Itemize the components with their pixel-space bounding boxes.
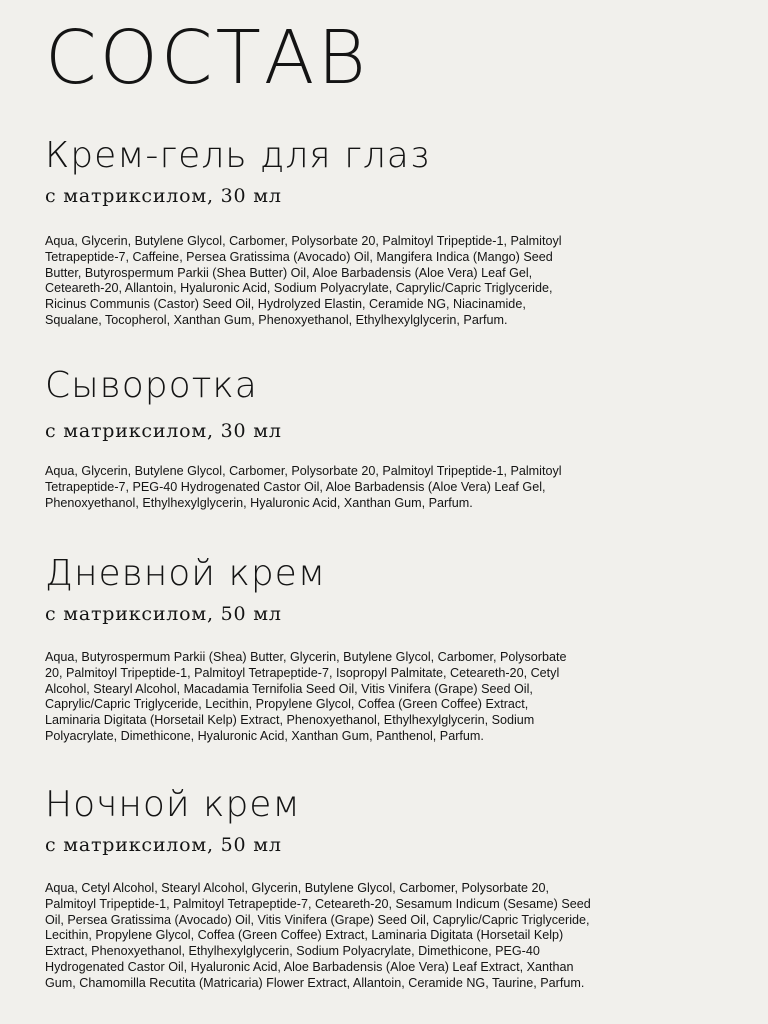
ingredients-line: Laminaria Digitata (Horsetail Kelp) Extract, Phenoxyethanol, Ethylhexylglycerin, Sodium — [45, 713, 535, 728]
ingredients-line: Ceteareth-20, Allantoin, Hyaluronic Acid, Sodium Polyacrylate, Caprylic/Capric Triglyceride, — [45, 281, 553, 296]
product-section-eye-cream-gel — [45, 134, 745, 329]
product-subtitle: с матриксилом, 30 мл — [45, 185, 282, 207]
ingredients-line: Tetrapeptide-7, Caffeine, Persea Gratissima (Avocado) Oil, Mangifera Indica (Mango) Seed — [45, 249, 553, 264]
page-title: СОСТАВ — [45, 15, 369, 101]
ingredients-line: Extract, Phenoxyethanol, Ethylhexylglycerin, Sodium Polyacrylate, Dimethicone, PEG-40 — [45, 944, 540, 959]
ingredients-line: Tetrapeptide-7, PEG-40 Hydrogenated Castor Oil, Aloe Barbadensis (Aloe Vera) Leaf Gel, — [45, 479, 546, 494]
ingredients-list — [45, 881, 655, 992]
product-name: Ночной крем — [45, 784, 301, 825]
ingredients-line: Alcohol, Stearyl Alcohol, Macadamia Ternifolia Seed Oil, Vitis Vinifera (Grape) Seed Oil, — [45, 681, 533, 696]
product-name: Сыворотка — [45, 365, 258, 406]
product-section-day-cream — [45, 552, 745, 745]
product-section-night-cream — [45, 783, 745, 992]
product-subtitle: с матриксилом, 50 мл — [45, 603, 282, 625]
ingredients-line: Oil, Persea Gratissima (Avocado) Oil, Vitis Vinifera (Grape) Seed Oil, Caprylic/Capric Triglyceride, — [45, 912, 590, 927]
ingredients-line: Aqua, Butyrospermum Parkii (Shea) Butter, Glycerin, Butylene Glycol, Carbomer, Polysorbate — [45, 650, 567, 664]
ingredients-line: Caprylic/Capric Triglyceride, Lecithin, Propylene Glycol, Coffea (Green Coffee) Extract, — [45, 697, 529, 712]
ingredients-line: Palmitoyl Tripeptide-1, Palmitoyl Tetrapeptide-7, Ceteareth-20, Sesamum Indicum (Sesame) Seed — [45, 896, 591, 911]
product-name: Дневной крем — [45, 553, 326, 594]
product-section-serum — [45, 364, 745, 511]
ingredients-list — [45, 234, 655, 329]
ingredients-line: Gum, Chamomilla Recutita (Matricaria) Flower Extract, Allantoin, Ceramide NG, Taurine, Parfum. — [45, 975, 585, 990]
product-subtitle: с матриксилом, 30 мл — [45, 420, 282, 442]
ingredients-line: Aqua, Cetyl Alcohol, Stearyl Alcohol, Glycerin, Butylene Glycol, Carbomer, Polysorbate 20, — [45, 881, 549, 895]
product-subtitle: с матриксилом, 50 мл — [45, 834, 282, 856]
ingredients-line: Polyacrylate, Dimethicone, Hyaluronic Acid, Xanthan Gum, Panthenol, Parfum. — [45, 728, 484, 743]
ingredients-line: Aqua, Glycerin, Butylene Glycol, Carbomer, Polysorbate 20, Palmitoyl Tripeptide-1, Palmitoyl — [45, 234, 562, 248]
ingredients-line: Aqua, Glycerin, Butylene Glycol, Carbomer, Polysorbate 20, Palmitoyl Tripeptide-1, Palmitoyl — [45, 464, 562, 478]
ingredients-line: Lecithin, Propylene Glycol, Coffea (Green Coffee) Extract, Laminaria Digitata (Horsetail Kelp) — [45, 928, 564, 943]
product-name: Крем-гель для глаз — [45, 135, 431, 176]
ingredients-line: Squalane, Tocopherol, Xanthan Gum, Phenoxyethanol, Ethylhexylglycerin, Parfum. — [45, 312, 508, 327]
ingredients-line: Ricinus Communis (Castor) Seed Oil, Hydrolyzed Elastin, Ceramide NG, Niacinamide, — [45, 297, 526, 312]
ingredients-list — [45, 464, 655, 511]
ingredients-line: 20, Palmitoyl Tripeptide-1, Palmitoyl Tetrapeptide-7, Isopropyl Palmitate, Ceteareth-20, Cetyl — [45, 665, 560, 680]
ingredients-line: Hydrogenated Castor Oil, Hyaluronic Acid, Aloe Barbadensis (Aloe Vera) Leaf Extract, Xanthan — [45, 959, 574, 974]
ingredients-list — [45, 650, 655, 745]
ingredients-line: Phenoxyethanol, Ethylhexylglycerin, Hyaluronic Acid, Xanthan Gum, Parfum. — [45, 495, 473, 510]
ingredients-line: Butter, Butyrospermum Parkii (Shea Butter) Oil, Aloe Barbadensis (Aloe Vera) Leaf Gel, — [45, 265, 533, 280]
